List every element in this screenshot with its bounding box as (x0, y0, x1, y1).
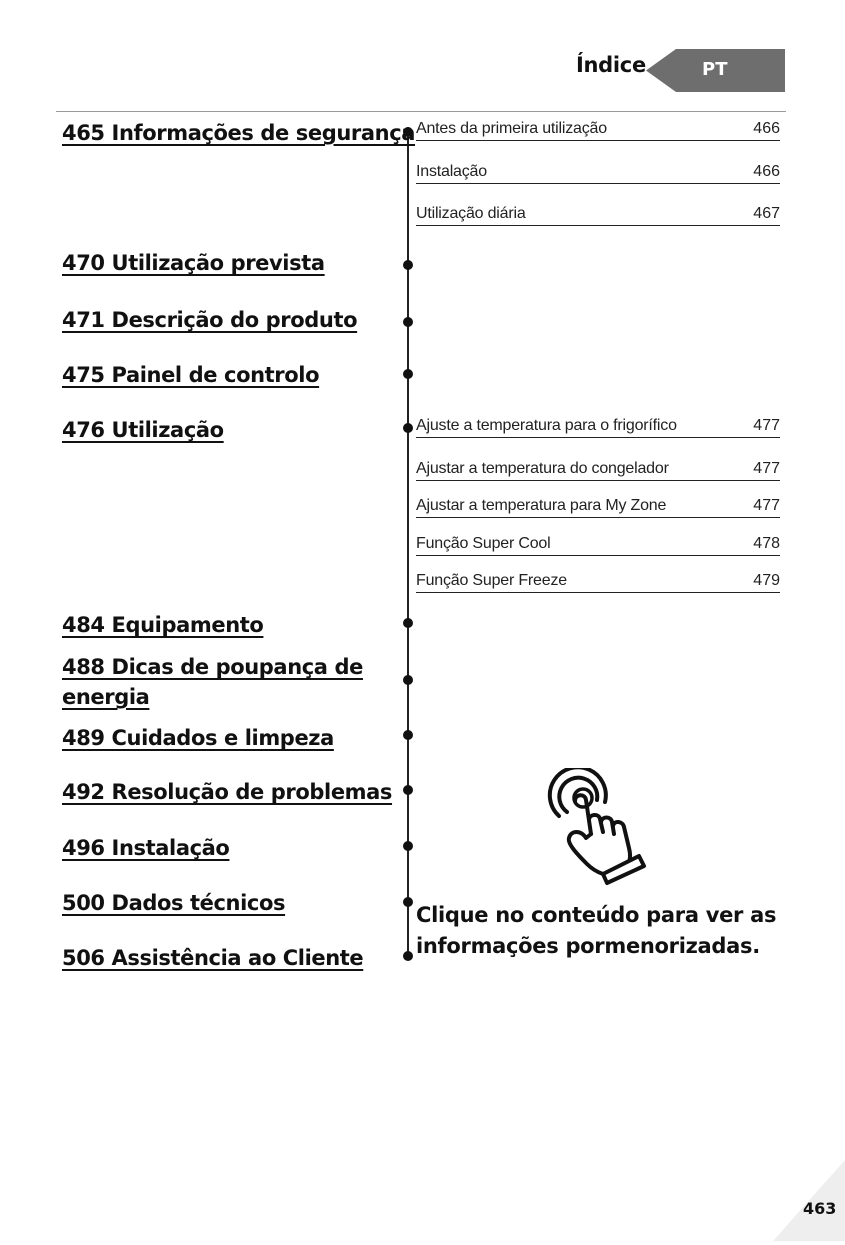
subsection-link[interactable]: Utilização diária 467 (416, 203, 780, 226)
section-link-product-description[interactable]: 471 Descrição do produto (62, 308, 358, 332)
section-link-usage[interactable]: 476 Utilização (62, 418, 224, 442)
timeline-dot (403, 369, 413, 379)
timeline-dot (403, 423, 413, 433)
index-title: Índice (576, 53, 646, 77)
subsection-link[interactable]: Função Super Cool 478 (416, 533, 780, 556)
timeline-dot (403, 675, 413, 685)
section-link-care-cleaning[interactable]: 489 Cuidados e limpeza (62, 726, 334, 750)
timeline-dot (403, 841, 413, 851)
section-link-equipment[interactable]: 484 Equipamento (62, 613, 264, 637)
language-code: PT (702, 59, 728, 80)
timeline-dot (403, 317, 413, 327)
section-link-energy-tips[interactable]: 488 Dicas de poupança de energia (62, 655, 363, 709)
timeline-dot (403, 785, 413, 795)
language-tab (646, 49, 785, 92)
timeline-dot (403, 730, 413, 740)
page-number: 463 (803, 1199, 837, 1218)
subsection-link[interactable]: Função Super Freeze 479 (416, 570, 780, 593)
subsection-link[interactable]: Ajustar a temperatura do congelador 477 (416, 458, 780, 481)
section-link-control-panel[interactable]: 475 Painel de controlo (62, 363, 320, 387)
section-link-intended-use[interactable]: 470 Utilização prevista (62, 251, 325, 275)
section-link-safety[interactable]: 465 Informações de segurança (62, 121, 416, 145)
timeline-line (407, 130, 409, 957)
section-link-troubleshooting[interactable]: 492 Resolução de problemas (62, 780, 393, 804)
timeline-dot (403, 260, 413, 270)
subsection-link[interactable]: Ajustar a temperatura para My Zone 477 (416, 495, 780, 518)
subsection-link[interactable]: Antes da primeira utilização 466 (416, 118, 780, 141)
timeline-dot (403, 951, 413, 961)
hand-tap-icon (545, 768, 650, 890)
section-link-installation[interactable]: 496 Instalação (62, 836, 230, 860)
hint-text: Clique no conteúdo para ver as informações pormenorizadas. (416, 903, 777, 958)
section-link-technical-data[interactable]: 500 Dados técnicos (62, 891, 286, 915)
header-divider (56, 111, 786, 112)
section-link-customer-service[interactable]: 506 Assistência ao Cliente (62, 946, 364, 970)
timeline-dot (403, 897, 413, 907)
subsection-link[interactable]: Instalação 466 (416, 161, 780, 184)
subsection-link[interactable]: Ajuste a temperatura para o frigorífico 477 (416, 415, 780, 438)
timeline-dot (403, 618, 413, 628)
